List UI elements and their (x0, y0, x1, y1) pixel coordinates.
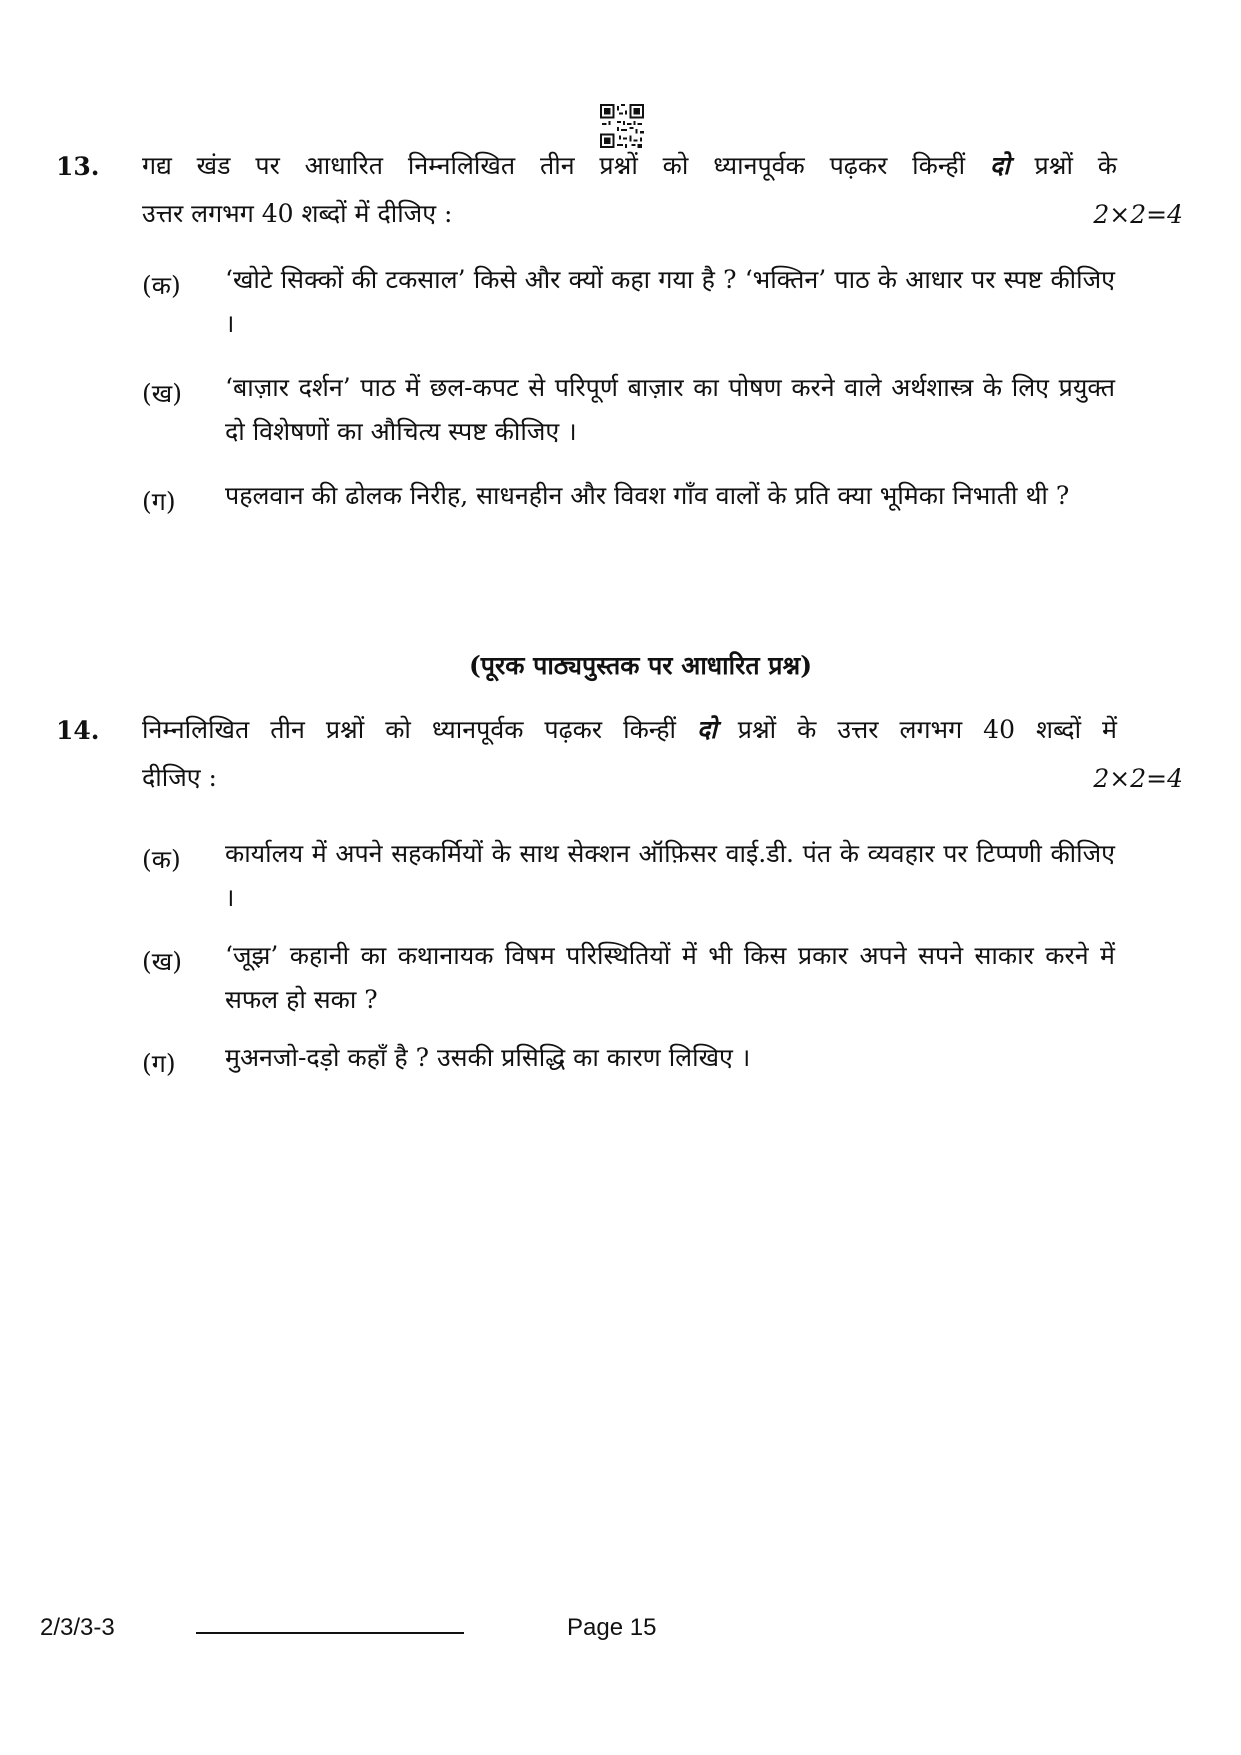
question-13-number: 13. (56, 152, 100, 181)
question-13-emphasis: दो (989, 151, 1010, 180)
question-13-part-a-label: (क) (142, 271, 181, 300)
question-13-part-c-label: (ग) (142, 487, 176, 516)
question-13-part-a-text: ‘खोटे सिक्कों की टकसाल’ किसे और क्यों कहा गया है ? ‘भक्तिन’ पाठ के आधार पर स्पष्ट कीजिए । (225, 265, 1115, 338)
question-14-part-c-label: (ग) (142, 1049, 176, 1078)
question-14-part-c-text: मुअनजो-दड़ो कहाँ है ? उसकी प्रसिद्धि का कारण लिखिए । (225, 1043, 751, 1072)
question-14-text-a: निम्नलिखित तीन प्रश्नों को ध्यानपूर्वक पढ़कर किन्हीं (142, 715, 697, 744)
question-13-line-1 (142, 142, 1117, 190)
question-14-text-b: प्रश्नों के उत्तर लगभग 40 शब्दों में (716, 715, 1117, 744)
question-14-line-1 (142, 706, 1117, 754)
question-14-part-a-text: कार्यालय में अपने सहकर्मियों के साथ सेक्शन ऑफ़िसर वाई.डी. पंत के व्यवहार पर टिप्पणी कीजिए । (225, 839, 1115, 912)
footer-paper-code: 2/3/3-3 (40, 1614, 115, 1641)
question-14-part-b-label: (ख) (142, 947, 182, 976)
question-13-part-c-text: पहलवान की ढोलक निरीह, साधनहीन और विवश गाँव वालों के प्रति क्या भूमिका निभाती थी ? (225, 481, 1070, 510)
footer-page-number: Page 15 (567, 1614, 657, 1641)
question-14-line-2: दीजिए : (142, 763, 217, 792)
question-14-part-a-label: (क) (142, 845, 181, 874)
question-13-part-b-text: ‘बाज़ार दर्शन’ पाठ में छल-कपट से परिपूर्ण बाज़ार का पोषण करने वाले अर्थशास्त्र के लिए प्रयुक्त दो विशेषणों का औचित्य स्पष्ट कीजिए । (225, 373, 1115, 446)
question-14-number: 14. (56, 716, 100, 745)
question-13-line-2: उत्तर लगभग 40 शब्दों में दीजिए : (142, 199, 453, 228)
question-14-emphasis: दो (697, 715, 717, 744)
question-13-text-b: प्रश्नों के (1009, 151, 1117, 180)
section-heading: (पूरक पाठ्यपुस्तक पर आधारित प्रश्न) (468, 651, 813, 680)
question-13-marks: 2×2=4 (1093, 200, 1183, 229)
question-14-part-b-text: ‘जूझ’ कहानी का कथानायक विषम परिस्थितियों में भी किस प्रकार अपने सपने साकार करने में सफल हो सका ? (225, 941, 1115, 1014)
question-13-text-a: गद्य खंड पर आधारित निम्नलिखित तीन प्रश्नों को ध्यानपूर्वक पढ़कर किन्हीं (142, 151, 990, 180)
question-13-part-b-label: (ख) (142, 379, 182, 408)
footer-divider (196, 1632, 464, 1634)
question-14-marks: 2×2=4 (1093, 764, 1183, 793)
